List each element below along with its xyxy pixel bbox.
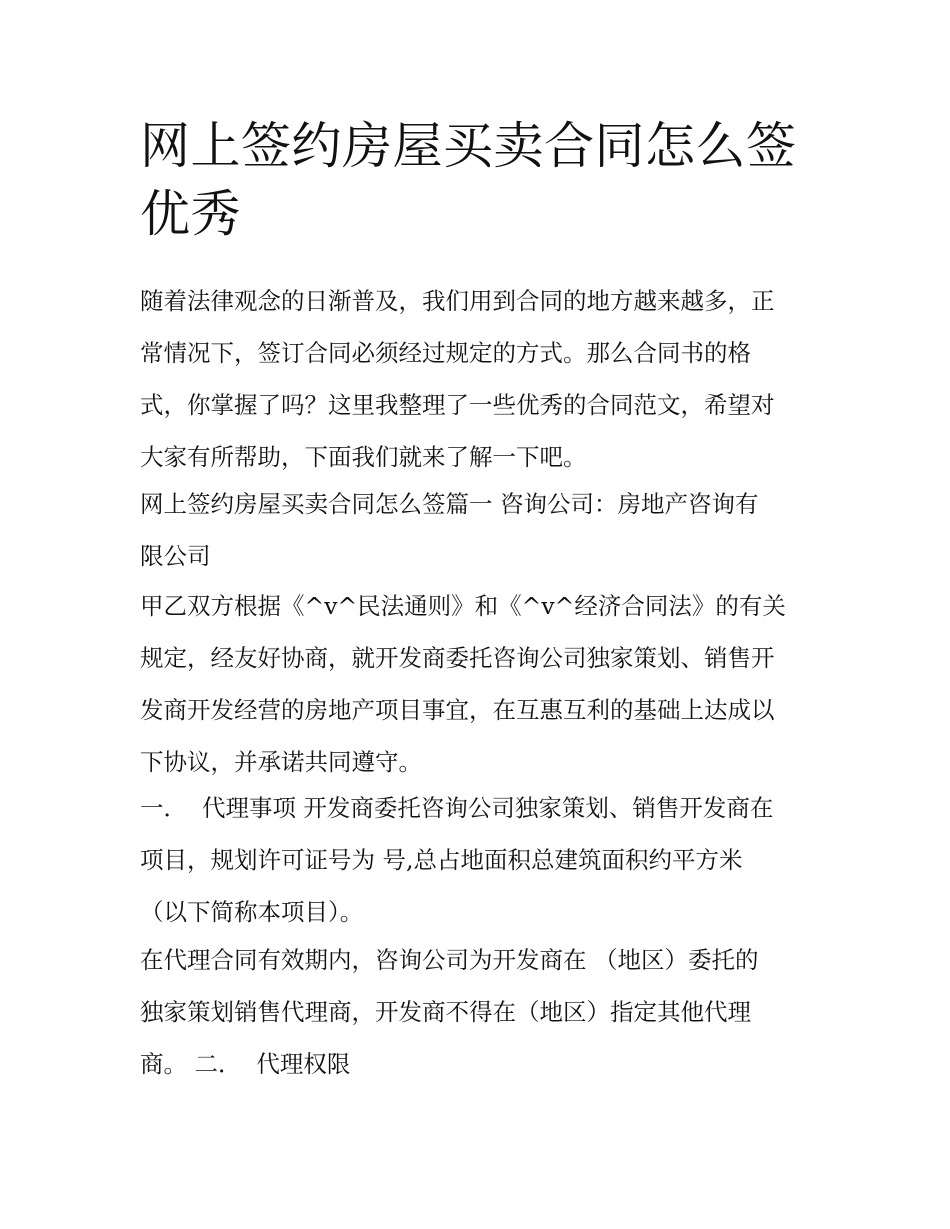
text-line: 项目，规划许可证号为 号,总占地面积总建筑面积约平方米 (140, 846, 743, 874)
text-line: 商。 二． 代理权限 (140, 1050, 351, 1078)
title-line: 优秀 (140, 185, 241, 243)
clause-agency-matters (140, 782, 820, 938)
text-line: 下协议，并承诺共同遵守。 (140, 748, 422, 776)
document-title (140, 112, 820, 248)
text-line: 甲乙双方根据《^v^民法通则》和《^v^经济合同法》的有关 (140, 592, 786, 620)
clause-validity-period (140, 934, 820, 1090)
intro-paragraph (140, 275, 820, 483)
text-line: 随着法律观念的日渐普及，我们用到合同的地方越来越多，正 (140, 287, 775, 315)
text-line: 一． 代理事项 开发商委托咨询公司独家策划、销售开发商在 (140, 794, 774, 822)
preamble-paragraph (140, 580, 820, 788)
text-line: 限公司 (140, 542, 211, 570)
text-line: 规定，经友好协商，就开发商委托咨询公司独家策划、销售开 (140, 644, 775, 672)
text-line: 独家策划销售代理商，开发商不得在（地区）指定其他代理 (140, 998, 751, 1026)
text-line: 常情况下，签订合同必须经过规定的方式。那么合同书的格 (140, 339, 751, 367)
section-heading-paragraph (140, 478, 820, 582)
text-line: 式，你掌握了吗？这里我整理了一些优秀的合同范文，希望对 (140, 391, 775, 419)
text-line: 在代理合同有效期内，咨询公司为开发商在 （地区）委托的 (140, 946, 759, 974)
text-line: 发商开发经营的房地产项目事宜，在互惠互利的基础上达成以 (140, 696, 775, 724)
text-line: 网上签约房屋买卖合同怎么签篇一 咨询公司：房地产咨询有 (140, 490, 759, 518)
text-line: 大家有所帮助，下面我们就来了解一下吧。 (140, 443, 587, 471)
title-line: 网上签约房屋买卖合同怎么签 (140, 117, 797, 175)
text-line: （以下简称本项目）。 (140, 898, 364, 926)
